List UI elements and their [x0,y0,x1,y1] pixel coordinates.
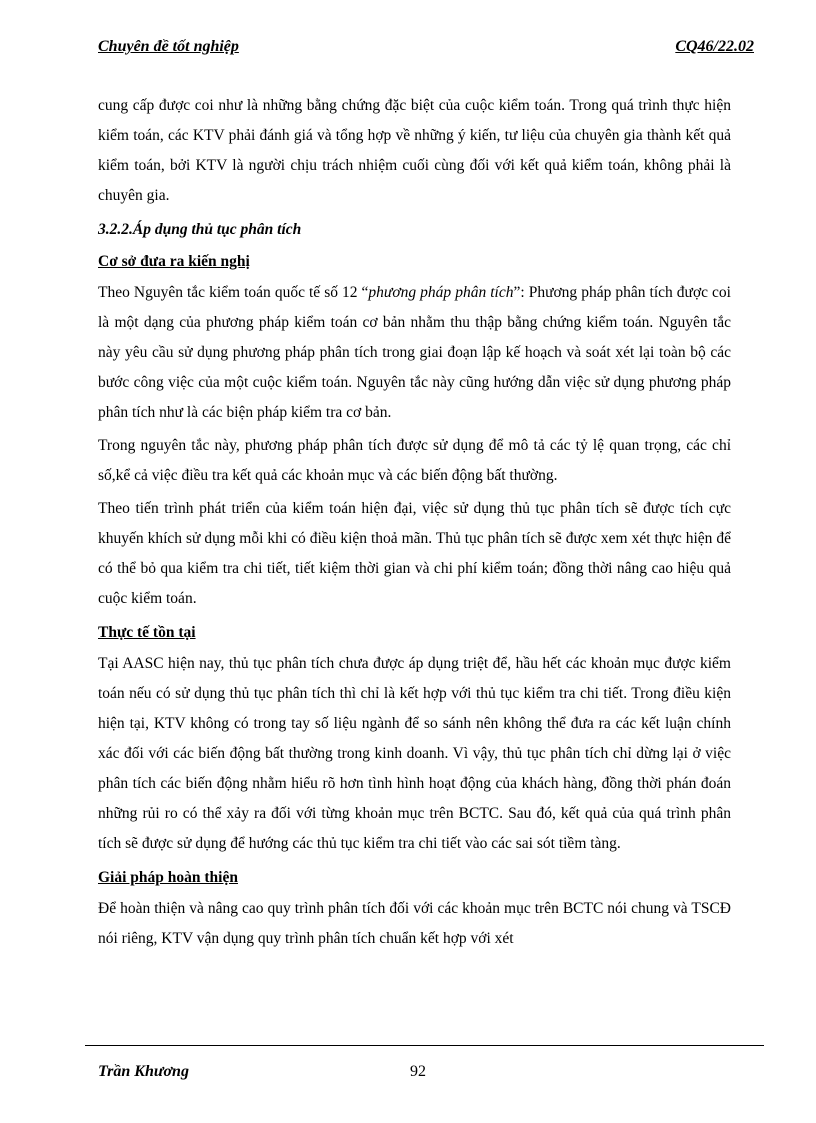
header-class-code: CQ46/22.02 [675,38,754,55]
page-header [98,38,754,64]
paragraph: Theo tiến trình phát triển của kiểm toán hiện đại, việc sử dụng thủ tục phân tích sẽ được tích cực khuyến khích sử dụng mỗi khi có điều kiện thoả mãn. Thủ tục phân tích sẽ được xem xét thực hiện để có thể bỏ qua kiểm tra chi tiết, tiết kiệm thời gian và chi phí kiểm toán; đồng thời nâng cao hiệu quả cuộc kiểm toán. [98,500,731,607]
page-footer [98,1063,754,1087]
subsection-label: Giải pháp hoàn thiện [98,869,238,886]
header-document-type: Chuyên đề tốt nghiệp [98,38,239,55]
page-body [98,91,731,957]
page-number: 92 [410,1063,426,1080]
subsection-label: Thực tế tồn tại [98,624,196,641]
paragraph: cung cấp được coi như là những bằng chứng đặc biệt của cuộc kiểm toán. Trong quá trình thực hiện kiểm toán, các KTV phải đánh giá và tổng hợp về những ý kiến, tư liệu của chuyên gia thành kết quả kiểm toán, bởi KTV là người chịu trách nhiệm cuối cùng đối với kết quả kiểm toán, không phải là chuyên gia. [98,97,731,204]
subsection-label: Cơ sở đưa ra kiến nghị [98,253,250,270]
paragraph-text: ”: Phương pháp phân tích được coi là một dạng của phương pháp kiểm toán cơ bản nhằm thu thập bằng chứng kiểm toán. Nguyên tắc này yêu cầu sử dụng phương pháp phân tích trong giai đoạn lập kế hoạch và soát xét lại toàn bộ các bước công việc của một cuộc kiểm toán. Nguyên tắc này cũng hướng dẫn việc sử dụng phương pháp phân tích như là các biện pháp kiểm tra cơ bản. [98,284,731,421]
paragraph-text: Theo Nguyên tắc kiểm toán quốc tế số 12 “ [98,284,369,301]
footer-author: Trần Khương [98,1063,189,1080]
paragraph: Trong nguyên tắc này, phương pháp phân tích được sử dụng để mô tả các tỷ lệ quan trọng, các chỉ số,kể cả việc điều tra kết quả các khoản mục và các biến động bất thường. [98,437,731,484]
paragraph: Tại AASC hiện nay, thủ tục phân tích chưa được áp dụng triệt để, hầu hết các khoản mục được kiểm toán nếu có sử dụng thủ tục phân tích thì chỉ là kết hợp với thủ tục kiểm tra chi tiết. Trong điều kiện hiện tại, KTV không có trong tay số liệu ngành để so sánh nên không thể đưa ra các kết luận chính xác đối với các biến động bất thường trong kinh doanh. Vì vậy, thủ tục phân tích chỉ dừng lại ở việc phân tích các biến động nhằm hiểu rõ hơn tình hình hoạt động của khách hàng, đồng thời phán đoán những rủi ro có thể xảy ra đối với từng khoản mục trên BCTC. Sau đó, kết quả của quá trình phân tích sẽ được sử dụng để hướng các thủ tục kiểm tra chi tiết vào các sai sót tiềm tàng. [98,655,731,852]
section-heading: 3.2.2.Áp dụng thủ tục phân tích [98,221,302,238]
paragraph: Để hoàn thiện và nâng cao quy trình phân tích đối với các khoản mục trên BCTC nói chung và TSCĐ nói riêng, KTV vận dụng quy trình phân tích chuẩn kết hợp với xét [98,900,731,947]
footer-divider [85,1045,764,1046]
emphasized-term: phương pháp phân tích [368,284,514,301]
paragraph [98,278,731,428]
